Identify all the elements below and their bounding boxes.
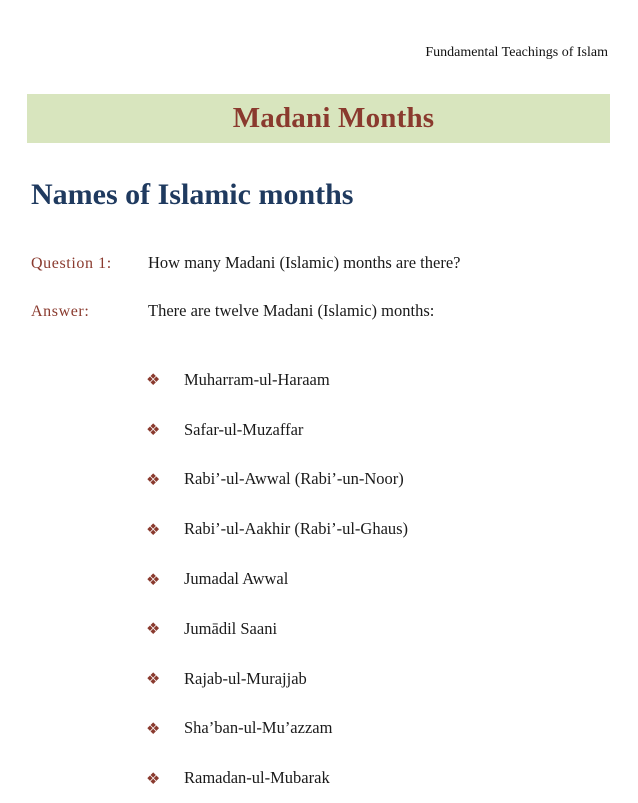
month-name: Rabi’-ul-Aakhir (Rabi’-ul-Ghaus) [184,519,409,539]
four-diamond-bullet-icon: ❖ [146,768,161,788]
list-item [146,504,408,554]
four-diamond-bullet-icon: ❖ [146,669,161,689]
four-diamond-bullet-icon: ❖ [146,420,161,440]
question-row [31,253,460,273]
list-item [146,654,408,704]
month-name: Muharram-ul-Haraam [184,369,330,389]
four-diamond-bullet-icon: ❖ [146,569,161,589]
list-item [146,604,408,654]
running-header: Fundamental Teachings of Islam [425,45,608,60]
month-name: Sha’ban-ul-Mu’azzam [184,718,333,738]
question-label: Question 1: [31,255,112,272]
chapter-title-band [27,94,610,143]
four-diamond-bullet-icon: ❖ [146,519,161,539]
list-item [146,455,408,505]
month-name: Jumadal Awwal [184,569,289,589]
answer-row [31,301,434,321]
month-name: Rabi’-ul-Awwal (Rabi’-un-Noor) [184,469,404,489]
list-item [146,554,408,604]
month-name: Jumādil Saani [184,618,278,638]
section-heading: Names of Islamic months [31,178,354,211]
month-list [146,355,408,803]
chapter-title: Madani Months [232,102,435,134]
month-name: Rajab-ul-Murajjab [184,668,307,688]
list-item [146,704,408,754]
four-diamond-bullet-icon: ❖ [146,619,161,639]
month-name: Safar-ul-Muzaffar [184,419,304,439]
answer-text: There are twelve Madani (Islamic) months: [148,301,435,320]
four-diamond-bullet-icon: ❖ [146,370,161,390]
list-item [146,405,408,455]
month-name: Ramadan-ul-Mubarak [184,768,330,788]
list-item [146,355,408,405]
list-item [146,753,408,803]
answer-label: Answer: [31,303,90,320]
question-text: How many Madani (Islamic) months are there? [148,253,461,272]
four-diamond-bullet-icon: ❖ [146,718,161,738]
four-diamond-bullet-icon: ❖ [146,469,161,489]
